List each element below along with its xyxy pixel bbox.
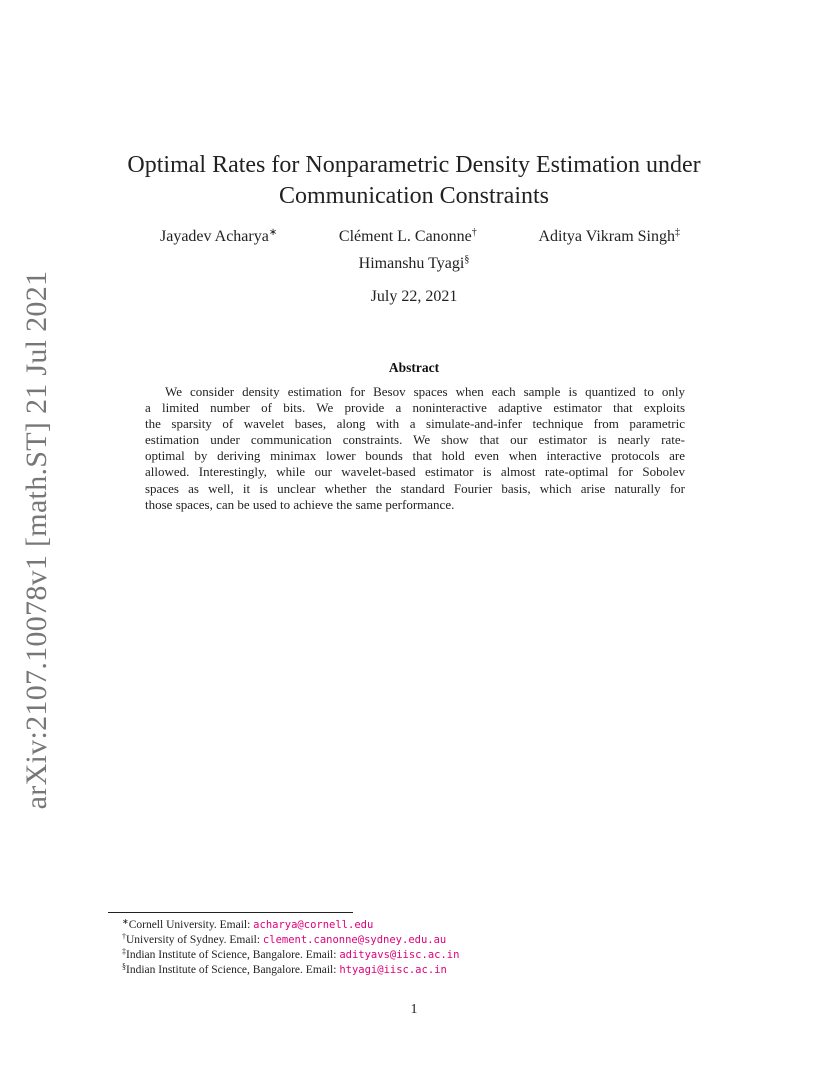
- abstract-line: estimation under communication constraints. We show that our estimator is nearly rate-: [145, 432, 685, 448]
- email-link[interactable]: clement.canonne@sydney.edu.au: [262, 934, 447, 946]
- author: Aditya Vikram Singh‡: [538, 227, 680, 245]
- footnote: §Indian Institute of Science, Bangalore. Email: htyagi@iisc.ac.in: [122, 962, 447, 976]
- arxiv-identifier: arXiv:2107.10078v1 [math.ST] 21 Jul 2021: [20, 270, 53, 810]
- paper-date: July 22, 2021: [370, 288, 458, 305]
- abstract-line: We consider density estimation for Besov spaces when each sample is quantized to only: [165, 384, 685, 399]
- abstract-line: a limited number of bits. We provide a noninteractive adaptive estimator that exploits: [145, 400, 685, 416]
- author: Jayadev Acharya∗: [160, 227, 278, 245]
- paper-title: [100, 150, 728, 212]
- title-line-2: Communication Constraints: [279, 183, 549, 209]
- abstract-line: optimal by deriving minimax lower bounds that hold even when interactive protocols are: [145, 448, 685, 464]
- footnote: †University of Sydney. Email: clement.canonne@sydney.edu.au: [122, 932, 447, 946]
- author-list: [160, 228, 680, 246]
- abstract-line: allowed. Interestingly, while our wavelet-based estimator is almost rate-optimal for Sobolev: [145, 464, 685, 480]
- email-link[interactable]: adityavs@iisc.ac.in: [339, 949, 460, 961]
- abstract-text: [145, 384, 685, 513]
- email-link[interactable]: acharya@cornell.edu: [253, 919, 374, 931]
- abstract-heading: Abstract: [388, 360, 440, 375]
- page-number: 1: [410, 1002, 418, 1017]
- footnote: ‡Indian Institute of Science, Bangalore. Email: adityavs@iisc.ac.in: [122, 947, 460, 961]
- footnote: ∗Cornell University. Email: acharya@cornell.edu: [122, 917, 374, 931]
- email-link[interactable]: htyagi@iisc.ac.in: [339, 964, 447, 976]
- author-list-row-2: [0, 255, 828, 273]
- footnote-divider: [108, 912, 353, 913]
- abstract-line: those spaces, can be used to achieve the same performance.: [145, 496, 455, 512]
- author: Clément L. Canonne†: [338, 227, 477, 245]
- footnotes: [122, 918, 682, 978]
- abstract-line: spaces as well, it is unclear whether the standard Fourier basis, which arise naturally for: [145, 480, 685, 496]
- title-line-1: Optimal Rates for Nonparametric Density Estimation under: [127, 152, 701, 178]
- author: Himanshu Tyagi§: [358, 254, 470, 272]
- abstract-line: the sparsity of wavelet bases, along with a simulate-and-infer technique from parametric: [145, 416, 685, 432]
